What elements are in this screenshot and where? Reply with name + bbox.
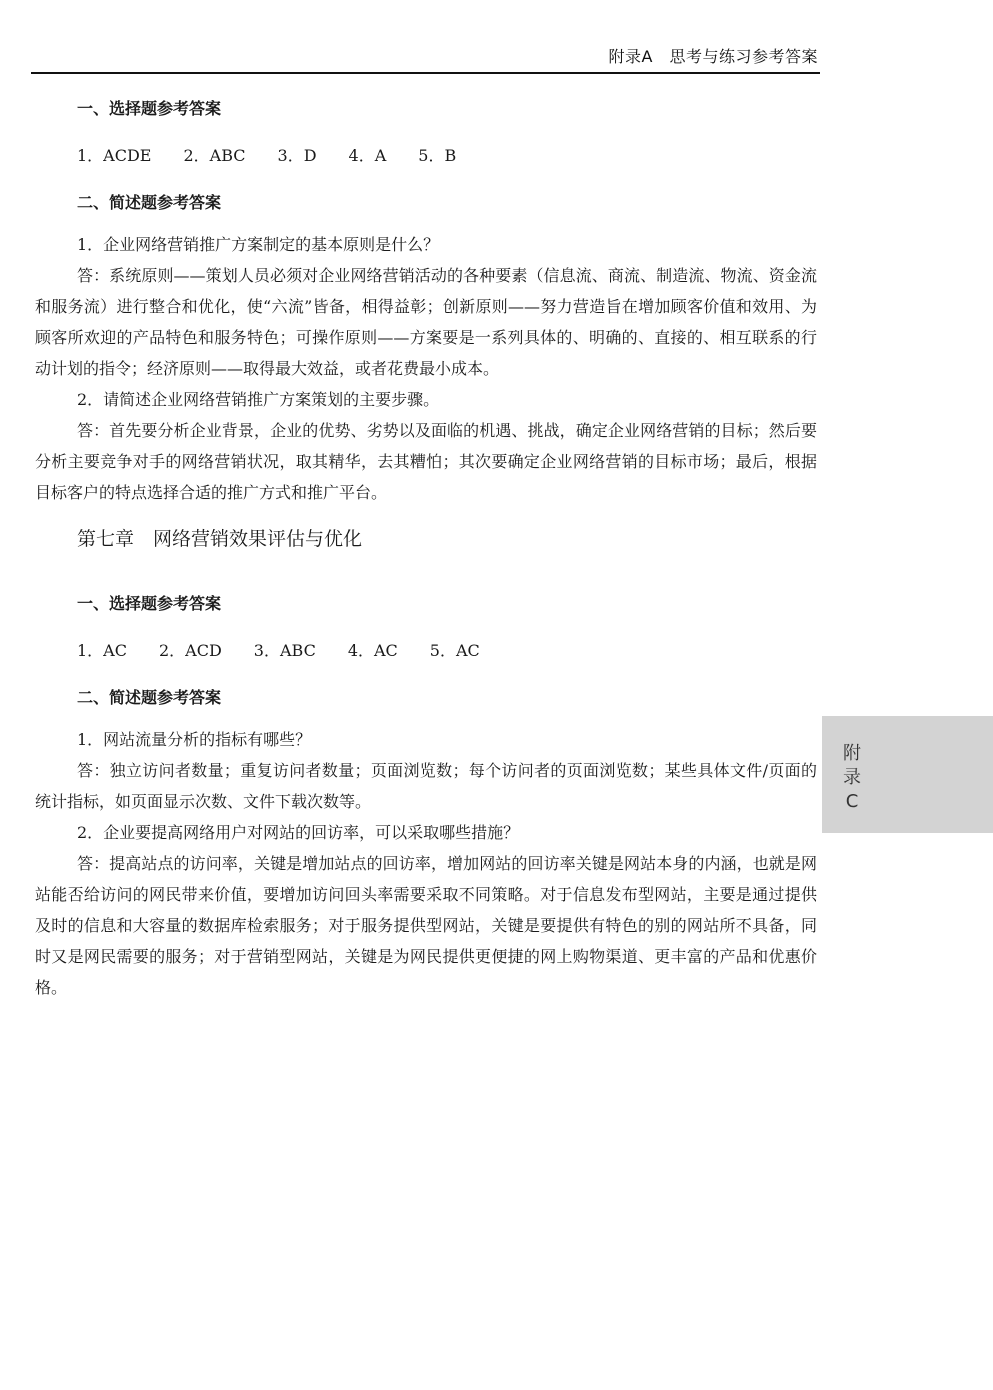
question-2: 2．企业要提高网络用户对网站的回访率，可以采取哪些措施？ bbox=[77, 823, 520, 842]
question-1: 1．网站流量分析的指标有哪些？ bbox=[77, 730, 312, 749]
header-divider bbox=[31, 72, 820, 74]
page-content bbox=[35, 96, 817, 1003]
chapter-title: 第七章 网络营销效果评估与优化 bbox=[77, 528, 363, 550]
side-tab-char: C bbox=[845, 791, 859, 812]
question-1: 1．企业网络营销推广方案制定的基本原则是什么？ bbox=[77, 235, 440, 254]
question-2: 2．请简述企业网络营销推广方案策划的主要步骤。 bbox=[77, 390, 440, 409]
side-tab-char: 录 bbox=[843, 767, 861, 788]
answer-2: 答：首先要分析企业背景，企业的优势、劣势以及面临的机遇、挑战，确定企业网络营销的目标；然后要分析主要竞争对手的网络营销状况，取其精华，去其糟怕；其次要确定企业网络营销的目标市场；最后，根据目标客户的特点选择合适的推广方式和推广平台。 bbox=[35, 421, 817, 502]
choice-answers-heading: 一、选择题参考答案 bbox=[77, 99, 222, 118]
side-tab-label bbox=[842, 742, 862, 814]
appendix-side-tab bbox=[822, 716, 993, 833]
running-header-title: 附录A 思考与练习参考答案 bbox=[608, 47, 818, 66]
choice-answers-line: 1．AC 2．ACD 3．ABC 4．AC 5．AC bbox=[77, 641, 480, 660]
side-tab-char: 附 bbox=[843, 743, 861, 764]
answer-1: 答：独立访问者数量；重复访问者数量；页面浏览数；每个访问者的页面浏览数；某些具体文件/页面的统计指标，如页面显示次数、文件下载次数等。 bbox=[35, 761, 817, 811]
answer-1: 答：系统原则——策划人员必须对企业网络营销活动的各种要素（信息流、商流、制造流、物流、资金流和服务流）进行整合和优化，使“六流”皆备，相得益彰；创新原则——努力营造旨在增加顾客价值和效用、为顾客所欢迎的产品特色和服务特色；可操作原则——方案要是一系列具体的、明确的、直接的、相互联系的行动计划的指令；经济原则——取得最大效益，或者花费最小成本。 bbox=[35, 266, 817, 378]
short-answers-heading: 二、简述题参考答案 bbox=[77, 193, 222, 212]
answer-2: 答：提高站点的访问率，关键是增加站点的回访率，增加网站的回访率关键是网站本身的内涵，也就是网站能否给访问的网民带来价值，要增加访问回头率需要采取不同策略。对于信息发布型网站，主要是通过提供及时的信息和大容量的数据库检索服务；对于服务提供型网站，关键是要提供有特色的别的网站所不具备，同时又是网民需要的服务；对于营销型网站，关键是为网民提供更便捷的网上购物渠道、更丰富的产品和优惠价格。 bbox=[35, 854, 817, 997]
choice-answers-heading: 一、选择题参考答案 bbox=[77, 594, 222, 613]
short-answers-heading: 二、简述题参考答案 bbox=[77, 688, 222, 707]
choice-answers-line: 1．ACDE 2．ABC 3．D 4．A 5．B bbox=[77, 146, 457, 165]
